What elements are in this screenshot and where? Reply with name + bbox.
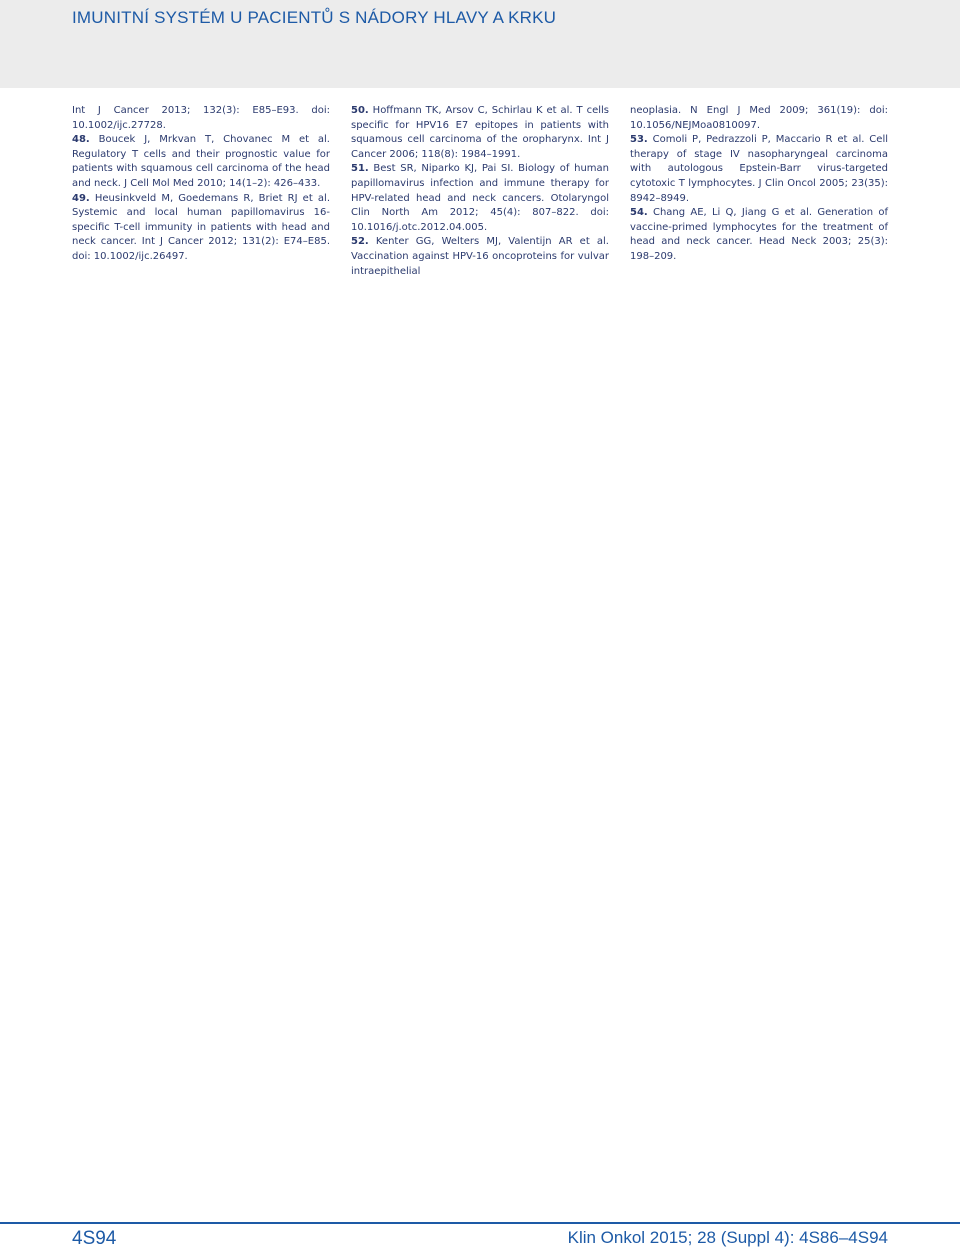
reference-item <box>351 104 609 162</box>
reference-text: Hoffmann TK, Arsov C, Schirlau K et al. T cells specific for HPV16 E7 epitopes in patients with squamous cell carcinoma of the oropharynx. Int J Cancer 2006; 118(8): 1984–1991. <box>351 105 609 160</box>
reference-item <box>630 133 888 206</box>
reference-text: Heusinkveld M, Goedemans R, Briet RJ et al. Systemic and local human papillomavirus 16-specific T-cell immunity in patients with head and neck cancer. Int J Cancer 2012; 131(2): E74–E85. doi: 10.1002/ijc.26497. <box>72 192 330 262</box>
journal-citation: Klin Onkol 2015; 28 (Suppl 4): 4S86–4S94 <box>567 1228 888 1247</box>
reference-item <box>72 192 330 265</box>
reference-text: Int J Cancer 2013; 132(3): E85–E93. doi: 10.1002/ijc.27728. <box>72 105 330 131</box>
reference-text: Boucek J, Mrkvan T, Chovanec M et al. Regulatory T cells and their prognostic value for patients with squamous cell carcinoma of the head and neck. J Cell Mol Med 2010; 14(1–2): 426–433. <box>72 134 330 189</box>
reference-item <box>630 206 888 264</box>
reference-number: 51. <box>351 163 369 175</box>
reference-item <box>72 133 330 191</box>
footer-divider <box>0 1222 960 1224</box>
references-column-2 <box>351 104 609 279</box>
reference-number: 49. <box>72 192 90 204</box>
reference-text: Kenter GG, Welters MJ, Valentijn AR et al. Vaccination against HPV-16 oncoproteins for vulvar intraepithelial <box>351 236 609 277</box>
reference-text: Chang AE, Li Q, Jiang G et al. Generation of vaccine-primed lymphocytes for the treatment of head and neck cancer. Head Neck 2003; 25(3): 198–209. <box>630 207 888 262</box>
reference-number: 50. <box>351 105 369 116</box>
reference-item <box>351 235 609 279</box>
reference-item <box>72 104 330 133</box>
reference-item <box>351 162 609 235</box>
reference-item <box>630 104 888 133</box>
reference-text: Comoli P, Pedrazzoli P, Maccario R et al. Cell therapy of stage IV nasopharyngeal carcinoma with autologous Epstein-Barr virus-targeted cytotoxic T lymphocytes. J Clin Oncol 2005; 23(35): 8942–8949. <box>630 134 888 204</box>
reference-number: 48. <box>72 134 90 146</box>
reference-text: neoplasia. N Engl J Med 2009; 361(19): doi: 10.1056/NEJMoa0810097. <box>630 105 888 131</box>
references-column-3 <box>630 104 888 265</box>
reference-text: Best SR, Niparko KJ, Pai SI. Biology of human papillomavirus infection and immune therapy for HPV-related head and neck cancers. Otolaryngol Clin North Am 2012; 45(4): 807–822. doi: 10.1016/j.otc.2012.04.005. <box>351 163 609 233</box>
reference-number: 52. <box>351 236 369 248</box>
reference-number: 54. <box>630 207 648 219</box>
references-column-1 <box>72 104 330 265</box>
reference-number: 53. <box>630 134 648 146</box>
page-number: 4S94 <box>72 1228 117 1249</box>
running-header-band <box>0 0 960 88</box>
running-header-title: IMUNITNÍ SYSTÉM U PACIENTŮ S NÁDORY HLAVY A KRKU <box>72 8 557 27</box>
